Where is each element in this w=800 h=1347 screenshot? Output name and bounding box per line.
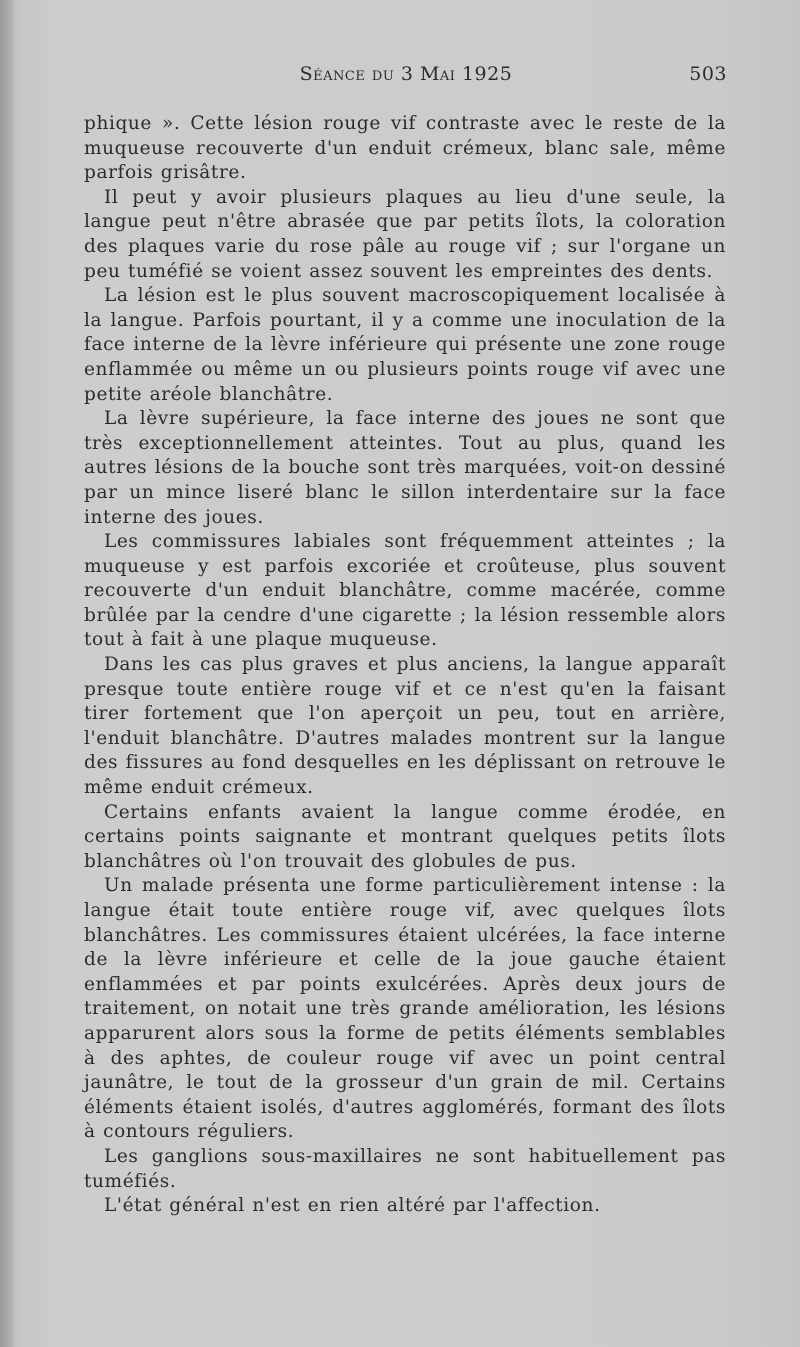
paragraph-6: Dans les cas plus graves et plus anciens, la langue apparaît presque toute entière rouge vif et ce n'est qu'en la faisant tirer fortement que l'on aperçoit un peu, tout en arrière, l'enduit blanchâtre. D'autres malades montrent sur la langue des fissures au fond desquelles en les déplissant on retrouve le même enduit crémeux. bbox=[84, 654, 726, 799]
paragraph-9: Les ganglions sous-maxillaires ne sont habituellement pas tuméfiés. bbox=[84, 1145, 726, 1192]
paragraph-5: Les commissures labiales sont fréquemment atteintes ; la muqueuse y est parfois excoriée et croûteuse, plus souvent recouverte d'un enduit blanchâtre, comme macérée, comme brûlée par la cendre d'une cigarette ; la lésion ressemble alors tout à fait à une plaque muqueuse. bbox=[84, 531, 726, 651]
paragraph-2: Il peut y avoir plusieurs plaques au lieu d'une seule, la langue peut n'être abrasée que par petits îlots, la coloration des plaques varie du rose pâle au rouge vif ; sur l'organe un peu tuméfié se voient assez souvent les empreintes des dents. bbox=[84, 186, 726, 282]
running-header bbox=[85, 63, 727, 93]
paragraph-8: Un malade présenta une forme particulièrement intense : la langue était toute entière rouge vif, avec quelques îlots blanchâtres. Les commissures étaient ulcérées, la face interne de la lèvre inférieure et celle de la joue gauche étaient enflammées et par points exulcérées. Après deux jours de traitement, on notait une très grande amélioration, les lésions apparurent alors sous la forme de petits éléments semblables à des aphtes, de couleur rouge vif avec un point central jaunâtre, le tout de la grosseur d'un grain de mil. Certains éléments étaient isolés, d'autres agglomérés, formant des îlots à contours réguliers. bbox=[84, 875, 726, 1143]
paragraph-3: La lésion est le plus souvent macroscopiquement localisée à la langue. Parfois pourtant, il y a comme une inoculation de la face interne de la lèvre inférieure qui présente une zone rouge enflammée ou même un ou plusieurs points rouge vif avec une petite aréole blanchâtre. bbox=[84, 285, 726, 405]
paragraph-10: L'état général n'est en rien altéré par l'affection. bbox=[104, 1195, 601, 1217]
body-text bbox=[84, 112, 726, 1219]
book-gutter bbox=[0, 0, 14, 1347]
paragraph-4: La lèvre supérieure, la face interne des joues ne sont que très exceptionnellement atteintes. Tout au plus, quand les autres lésions de la bouche sont très marquées, voit-on dessiné par un mince liseré blanc le sillon interdentaire sur la face interne des joues. bbox=[84, 408, 727, 528]
page-number: 503 bbox=[689, 63, 727, 85]
paragraph-7: Certains enfants avaient la langue comme érodée, en certains points saignante et montrant quelques petits îlots blanchâtres où l'on trouvait des globules de pus. bbox=[84, 801, 726, 872]
paragraph-1: phique ». Cette lésion rouge vif contraste avec le reste de la muqueuse recouverte d'un enduit crémeux, blanc sale, même parfois grisâtre. bbox=[84, 113, 726, 184]
running-title: Séance du 3 Mai 1925 bbox=[299, 63, 513, 85]
